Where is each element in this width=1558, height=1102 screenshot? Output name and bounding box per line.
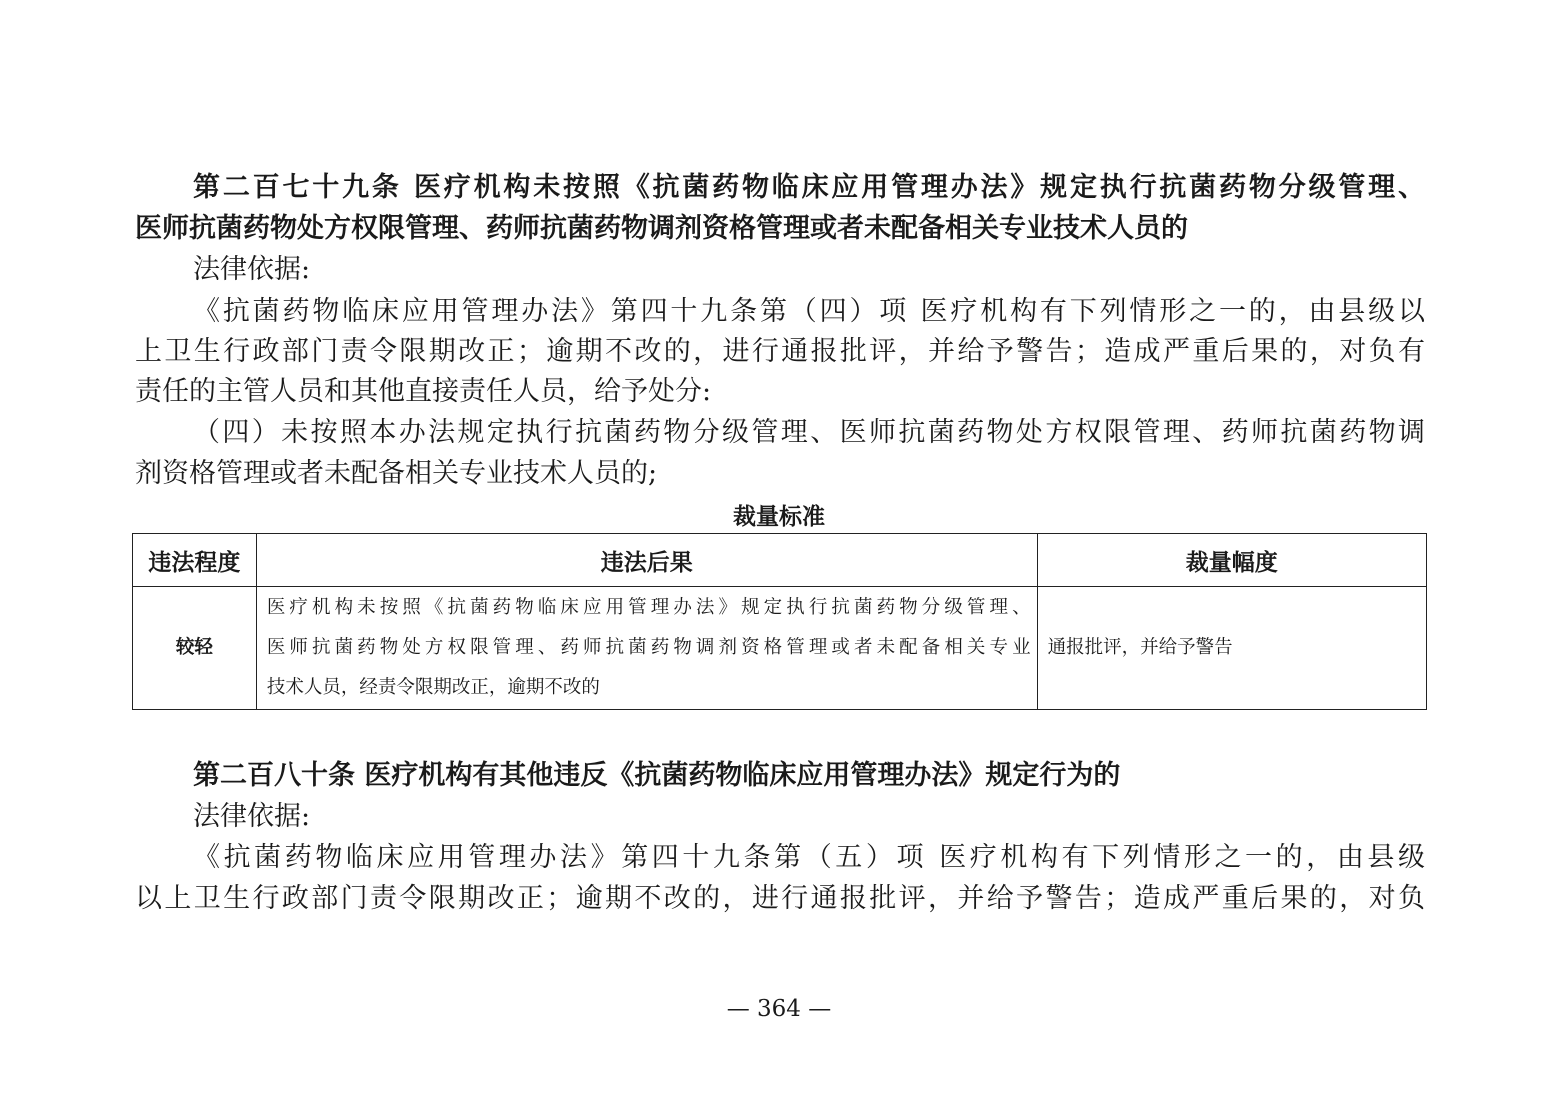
consequence-line: 医疗机构未按照《抗菌药物临床应用管理办法》规定执行抗菌药物分级管理、 (266, 597, 1031, 618)
cell-consequence (256, 587, 1037, 710)
article-280-basis-label: 法律依据: (193, 801, 311, 832)
article-280-basis-line-2: 以上卫生行政部门责令限期改正；逾期不改的，进行通报批评，并给予警告；造成严重后果的，对负 (135, 883, 1425, 914)
cell-level: 较轻 (133, 587, 257, 710)
header-range: 裁量幅度 (1037, 534, 1426, 587)
article-279-item-line-1: （四）未按照本办法规定执行抗菌药物分级管理、医师抗菌药物处方权限管理、药师抗菌药物调 (193, 417, 1425, 448)
article-279-basis-line-1: 《抗菌药物临床应用管理办法》第四十九条第（四）项 医疗机构有下列情形之一的，由县级以 (193, 296, 1425, 327)
article-279-basis-line-3: 责任的主管人员和其他直接责任人员，给予处分: (135, 376, 712, 407)
article-279-basis-line-2: 上卫生行政部门责令限期改正；逾期不改的，进行通报批评，并给予警告；造成严重后果的，对负有 (135, 336, 1425, 367)
article-280-heading: 第二百八十条 医疗机构有其他违反《抗菌药物临床应用管理办法》规定行为的 (193, 760, 1121, 791)
table-header-row (133, 534, 1427, 587)
header-level: 违法程度 (133, 534, 257, 587)
header-consequence: 违法后果 (256, 534, 1037, 587)
consequence-line: 技术人员，经责令限期改正，逾期不改的 (266, 677, 600, 698)
article-280-basis-line-1: 《抗菌药物临床应用管理办法》第四十九条第（五）项 医疗机构有下列情形之一的，由县级 (193, 842, 1425, 873)
discretion-standard-table (132, 533, 1427, 710)
article-279-basis-label: 法律依据: (193, 254, 311, 285)
table-title: 裁量标准 (733, 504, 825, 530)
table-row (133, 587, 1427, 710)
article-279-heading-line-1: 第二百七十九条 医疗机构未按照《抗菌药物临床应用管理办法》规定执行抗菌药物分级管理、 (193, 172, 1425, 203)
article-279-heading-line-2: 医师抗菌药物处方权限管理、药师抗菌药物调剂资格管理或者未配备相关专业技术人员的 (135, 213, 1188, 244)
cell-range: 通报批评，并给予警告 (1037, 587, 1426, 710)
consequence-line: 医师抗菌药物处方权限管理、药师抗菌药物调剂资格管理或者未配备相关专业 (266, 637, 1031, 658)
article-279-item-line-2: 剂资格管理或者未配备相关专业技术人员的; (135, 458, 658, 489)
page-number: — 364 — (726, 996, 832, 1022)
